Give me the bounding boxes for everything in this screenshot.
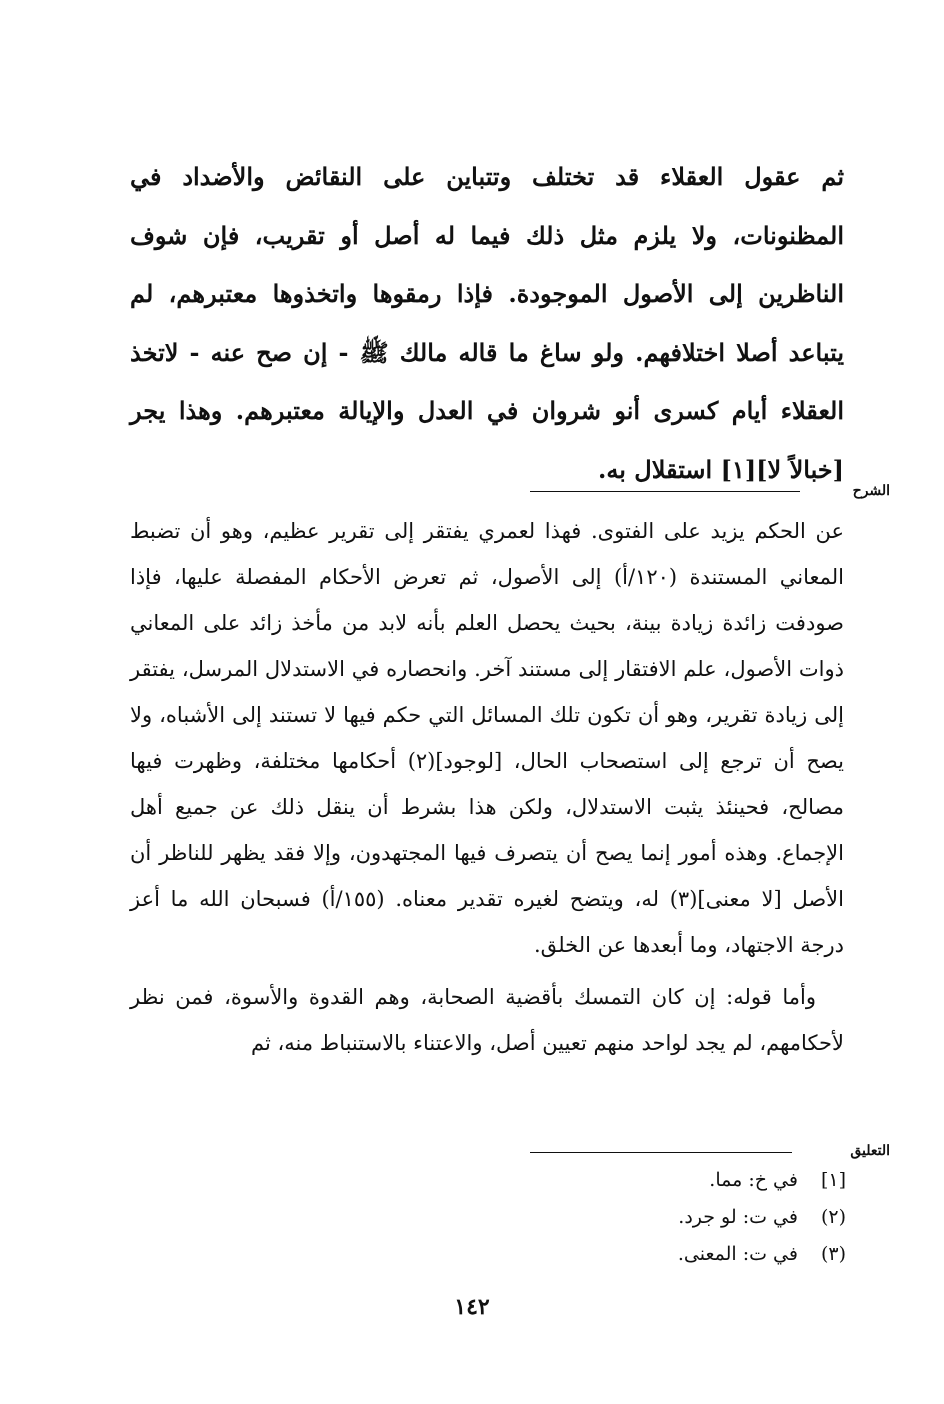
notes-label: التعليق xyxy=(850,1143,890,1159)
footnotes-list xyxy=(678,1162,846,1273)
footnote-text: في ت: المعنى. xyxy=(677,1243,798,1265)
commentary-block xyxy=(130,508,844,1066)
commentary-paragraph-1: عن الحكم يزيد على الفتوى. فهذا لعمري يفتقر إلى تقرير عظيم، وهو أن تضبط المعاني المستندة (١٢٠/أ) إلى الأصول، ثم تعرض الأحكام المفصلة عليها، فإذا صودفت زائدة زيادة بينة، بحيث يحصل العلم بأنه لابد من مأخذ زائد على المعاني ذوات الأصول، علم الافتقار إلى مستند آخر. وانحصاره في الاستدلال المرسل، يفتقر إلى زيادة تقرير، وهو أن تكون تلك المسائل التي حكم فيها لا تستند إلى الأشباه، ولا يصح أن ترجع إلى استصحاب الحال، [لوجود](٢) أحكامها مختلفة، وظهرت فيها مصالح، فحينئذ يثبت الاستدلال، ولكن هذا بشرط أن ينقل ذلك عن جميع أهل الإجماع. وهذه أمور إنما يصح أن يتصرف فيها المجتهدون، وإلا فقد يظهر للناظر أن الأصل [لا معنى](٣) له، ويتضح لغيره تقدير معناه. (١٥٥/أ) فسبحان الله ما أعز درجة الاجتهاد، وما أبعدها عن الخلق. xyxy=(130,519,844,957)
footnote-3 xyxy=(678,1236,846,1273)
commentary-label: الشرح xyxy=(852,483,890,499)
notes-divider xyxy=(530,1152,792,1153)
footnote-marker: [١] xyxy=(820,1169,846,1191)
commentary-divider xyxy=(530,491,800,492)
footnote-text: في خ: مما. xyxy=(709,1169,798,1191)
commentary-paragraph-2: وأما قوله: إن كان التمسك بأقضية الصحابة، وهم القدوة والأسوة، فمن نظر لأحكامهم، لم يجد لواحد منهم تعيين أصل، والاعتناء بالاستنباط منه، ثم xyxy=(130,985,844,1055)
page-number: ١٤٢ xyxy=(454,1294,490,1320)
footnote-2 xyxy=(678,1199,846,1236)
footnote-marker: (٣) xyxy=(820,1243,846,1265)
footnote-text: في ت: لو جرد. xyxy=(678,1206,798,1228)
footnote-1 xyxy=(678,1162,846,1199)
footnote-marker: (٢) xyxy=(820,1206,846,1228)
main-text-block xyxy=(130,148,844,499)
main-text-paragraph: ثم عقول العقلاء قد تختلف وتتباين على النقائض والأضداد في المظنونات، ولا يلزم مثل ذلك فيما له أصل أو تقريب، فإن شوف الناظرين إلى الأصول الموجودة. فإذا رمقوها واتخذوها معتبرهم، لم يتباعد أصلا اختلافهم. ولو ساغ ما قاله مالك ﷺ - إن صح عنه - لاتخذ العقلاء أيام كسرى أنو شروان في العدل والإيالة معتبرهم. وهذا يجر [خبالاً لا][١] استقلال به. xyxy=(130,162,845,484)
